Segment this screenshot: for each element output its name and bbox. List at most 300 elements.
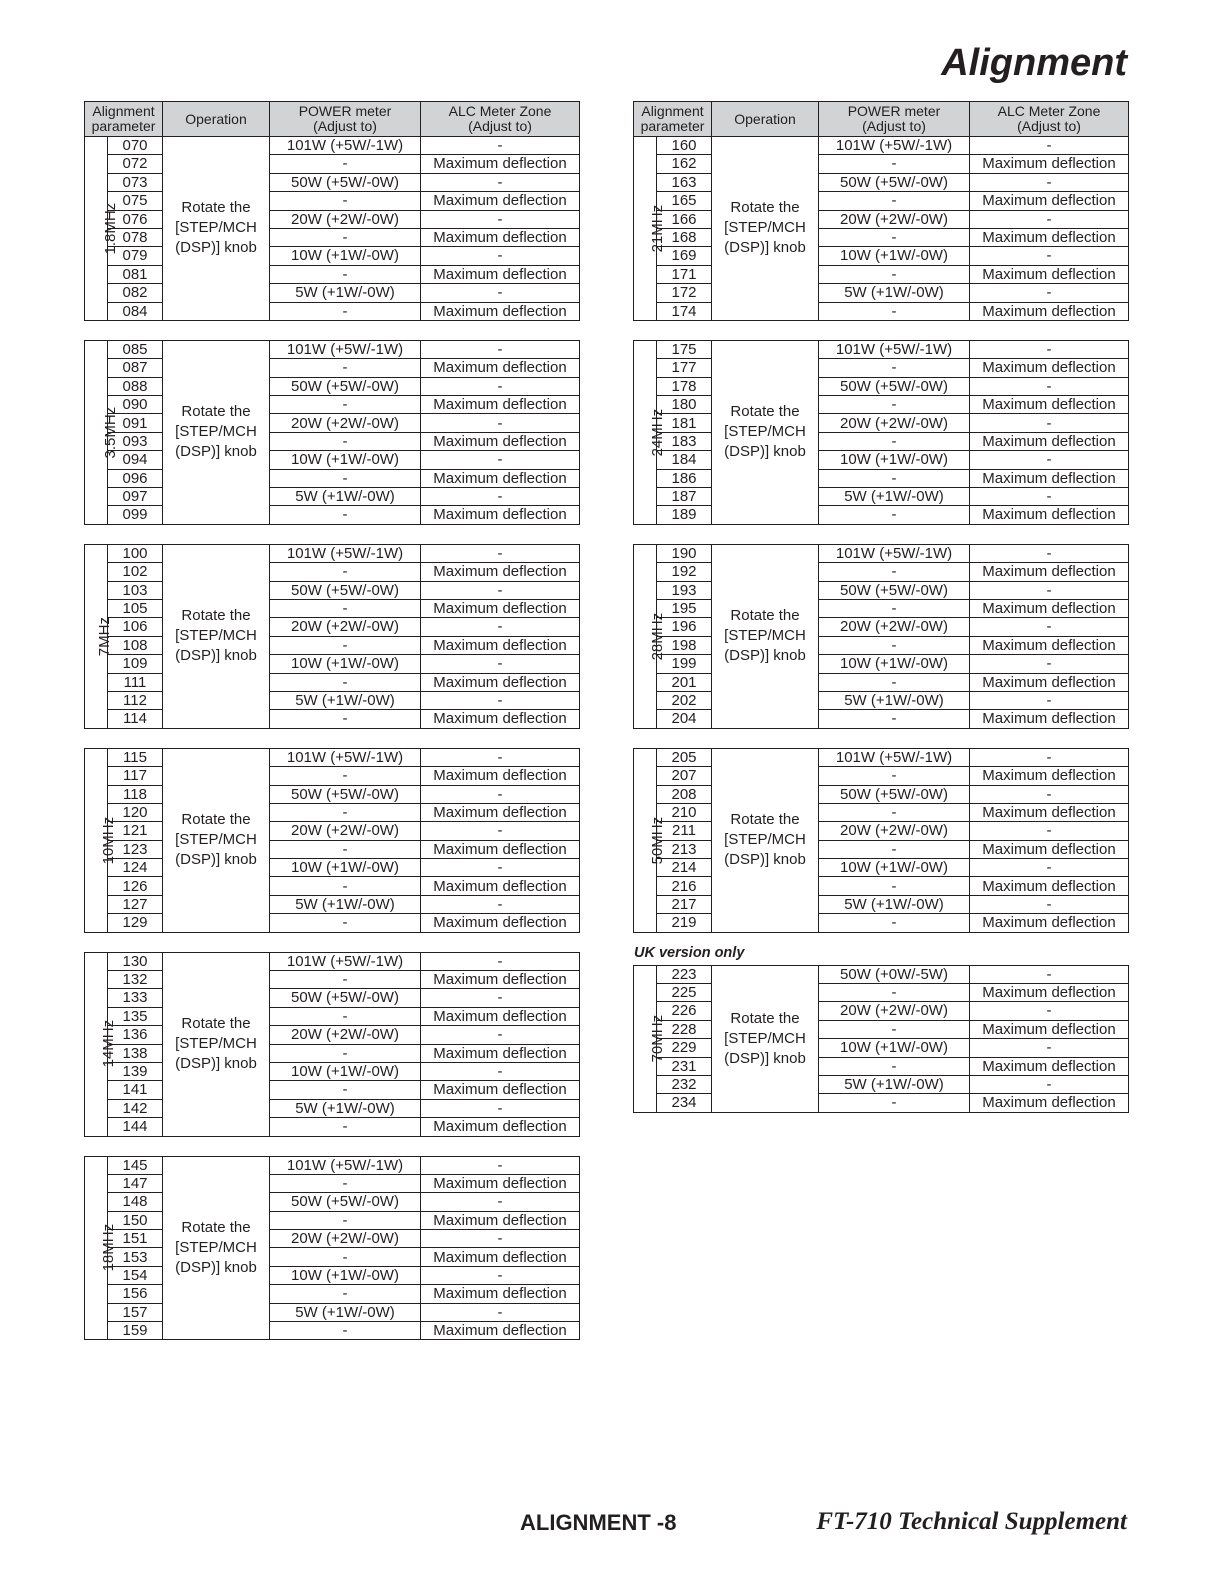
alc-meter-value: - (970, 859, 1129, 877)
parameter-number: 226 (657, 1002, 712, 1020)
table-row (85, 414, 580, 432)
alc-meter-value: Maximum deflection (421, 1081, 580, 1099)
parameter-number: 219 (657, 914, 712, 932)
parameter-number: 166 (657, 210, 712, 228)
parameter-number: 132 (108, 971, 163, 989)
power-meter-value: 50W (+5W/-0W) (270, 785, 421, 803)
parameter-number: 175 (657, 340, 712, 358)
table-row (85, 210, 580, 228)
table-row (634, 1002, 1129, 1020)
power-meter-value: - (270, 877, 421, 895)
power-meter-value: - (270, 192, 421, 210)
parameter-number: 180 (657, 396, 712, 414)
table-row (85, 1266, 580, 1284)
power-meter-value: 5W (+1W/-0W) (819, 284, 970, 302)
parameter-number: 096 (108, 469, 163, 487)
alc-meter-value: - (421, 1099, 580, 1117)
alc-meter-value: - (421, 544, 580, 562)
alc-meter-value: - (421, 340, 580, 358)
band-label (85, 748, 118, 932)
power-meter-value: 20W (+2W/-0W) (270, 1230, 421, 1248)
alc-meter-value: - (970, 1039, 1129, 1057)
table-row (85, 971, 580, 989)
alc-meter-value: - (421, 748, 580, 766)
table-row (85, 822, 580, 840)
alc-meter-value: - (421, 1156, 580, 1174)
power-meter-value: - (819, 673, 970, 691)
table-row (85, 859, 580, 877)
power-meter-value: - (819, 228, 970, 246)
power-meter-value: - (819, 192, 970, 210)
power-meter-value: - (270, 1174, 421, 1192)
band-label-text: 21MHz (649, 204, 667, 253)
parameter-number: 156 (108, 1285, 163, 1303)
power-meter-value: - (270, 396, 421, 414)
power-meter-value: 20W (+2W/-0W) (270, 414, 421, 432)
power-meter-value: 101W (+5W/-1W) (270, 748, 421, 766)
parameter-number: 090 (108, 396, 163, 414)
alc-meter-value: - (421, 952, 580, 970)
table-row (634, 1075, 1129, 1093)
table-row (634, 581, 1129, 599)
power-meter-value: 101W (+5W/-1W) (819, 340, 970, 358)
alc-meter-value: - (421, 859, 580, 877)
table-row (85, 544, 580, 562)
table-row (85, 1193, 580, 1211)
table-row (634, 284, 1129, 302)
alignment-table-1.8mhz (84, 101, 580, 321)
alc-meter-value: - (421, 414, 580, 432)
header-operation: Operation (163, 102, 270, 137)
power-meter-value: 5W (+1W/-0W) (819, 488, 970, 506)
alc-meter-value: - (970, 137, 1129, 155)
parameter-number: 072 (108, 155, 163, 173)
alc-meter-value: - (970, 1075, 1129, 1093)
parameter-number: 165 (657, 192, 712, 210)
footer-page-number: ALIGNMENT -8 (520, 1510, 677, 1535)
table-row (85, 1026, 580, 1044)
table-row (634, 1094, 1129, 1112)
parameter-number: 217 (657, 895, 712, 913)
power-meter-value: 5W (+1W/-0W) (270, 1099, 421, 1117)
parameter-number: 126 (108, 877, 163, 895)
power-meter-value: - (270, 359, 421, 377)
alc-meter-value: Maximum deflection (970, 359, 1129, 377)
alc-meter-value: Maximum deflection (421, 840, 580, 858)
band-label-text: 70MHz (649, 1014, 667, 1063)
parameter-number: 189 (657, 506, 712, 524)
alc-meter-value: Maximum deflection (970, 710, 1129, 728)
parameter-number: 075 (108, 192, 163, 210)
parameter-number: 157 (108, 1303, 163, 1321)
parameter-number: 078 (108, 228, 163, 246)
header-alc-meter-zone: ALC Meter Zone (Adjust to) (970, 102, 1129, 137)
parameter-number: 202 (657, 691, 712, 709)
power-meter-value: 5W (+1W/-0W) (270, 895, 421, 913)
alc-meter-value: Maximum deflection (970, 563, 1129, 581)
power-meter-value: 10W (+1W/-0W) (270, 1266, 421, 1284)
parameter-number: 109 (108, 655, 163, 673)
table-row (634, 359, 1129, 377)
table-row (85, 1285, 580, 1303)
power-meter-value: 50W (+5W/-0W) (270, 1193, 421, 1211)
parameter-number: 100 (108, 544, 163, 562)
parameter-number: 159 (108, 1322, 163, 1340)
parameter-number: 144 (108, 1118, 163, 1136)
alc-meter-value: - (421, 785, 580, 803)
alc-meter-value: - (421, 655, 580, 673)
power-meter-value: 10W (+1W/-0W) (270, 1062, 421, 1080)
power-meter-value: 101W (+5W/-1W) (270, 340, 421, 358)
table-row (634, 228, 1129, 246)
table-row (85, 469, 580, 487)
table-row (634, 414, 1129, 432)
table-row (85, 895, 580, 913)
parameter-number: 223 (657, 965, 712, 983)
power-meter-value: 5W (+1W/-0W) (270, 284, 421, 302)
alc-meter-value: - (421, 451, 580, 469)
header-alignment-parameter: Alignment parameter (85, 102, 163, 137)
alc-meter-value: - (970, 785, 1129, 803)
alc-meter-value: Maximum deflection (421, 877, 580, 895)
power-meter-value: - (270, 1044, 421, 1062)
parameter-number: 118 (108, 785, 163, 803)
table-row (634, 822, 1129, 840)
parameter-number: 172 (657, 284, 712, 302)
parameter-number: 124 (108, 859, 163, 877)
parameter-number: 169 (657, 247, 712, 265)
power-meter-value: - (270, 506, 421, 524)
band-label (85, 544, 113, 728)
alignment-table-21mhz (633, 101, 1129, 321)
table-row (634, 377, 1129, 395)
table-row (634, 895, 1129, 913)
power-meter-value: - (270, 1118, 421, 1136)
parameter-number: 103 (108, 581, 163, 599)
power-meter-value: 101W (+5W/-1W) (270, 137, 421, 155)
table-row (85, 563, 580, 581)
alc-meter-value: Maximum deflection (970, 228, 1129, 246)
table-row (85, 803, 580, 821)
parameter-number: 127 (108, 895, 163, 913)
parameter-number: 130 (108, 952, 163, 970)
power-meter-value: 50W (+5W/-0W) (819, 173, 970, 191)
band-label (634, 340, 667, 524)
power-meter-value: - (270, 1007, 421, 1025)
alignment-table-18mhz (84, 1156, 580, 1341)
table-row (634, 210, 1129, 228)
parameter-number: 085 (108, 340, 163, 358)
band-label-text: 7MHz (95, 616, 113, 656)
power-meter-value: - (270, 840, 421, 858)
table-row (634, 785, 1129, 803)
uk-version-label: UK version only (634, 944, 745, 961)
alc-meter-value: Maximum deflection (421, 673, 580, 691)
alc-meter-value: Maximum deflection (970, 506, 1129, 524)
parameter-number: 228 (657, 1020, 712, 1038)
table-row (85, 377, 580, 395)
header-operation: Operation (712, 102, 819, 137)
operation-instruction: Rotate the [STEP/MCH (DSP)] knob (712, 137, 819, 321)
table-row (634, 803, 1129, 821)
parameter-number: 117 (108, 767, 163, 785)
band-label-text: 14MHz (100, 1020, 118, 1068)
table-row (85, 673, 580, 691)
power-meter-value: 20W (+2W/-0W) (819, 822, 970, 840)
alc-meter-value: Maximum deflection (970, 396, 1129, 414)
alc-meter-value: - (421, 173, 580, 191)
right-column (633, 101, 1128, 1132)
footer-document-title: FT-710 Technical Supplement (816, 1508, 1127, 1535)
power-meter-value: 10W (+1W/-0W) (819, 655, 970, 673)
alc-meter-value: - (970, 284, 1129, 302)
operation-instruction: Rotate the [STEP/MCH (DSP)] knob (163, 340, 270, 524)
power-meter-value: - (270, 563, 421, 581)
band-label-text: 1.8MHz (102, 202, 120, 255)
alc-meter-value: - (421, 1303, 580, 1321)
alc-meter-value: Maximum deflection (421, 1322, 580, 1340)
power-meter-value: - (270, 265, 421, 283)
table-row (85, 785, 580, 803)
power-meter-value: 5W (+1W/-0W) (270, 691, 421, 709)
table-row (85, 155, 580, 173)
parameter-number: 135 (108, 1007, 163, 1025)
alc-meter-value: - (421, 210, 580, 228)
power-meter-value: 10W (+1W/-0W) (819, 859, 970, 877)
parameter-number: 190 (657, 544, 712, 562)
parameter-number: 193 (657, 581, 712, 599)
parameter-number: 171 (657, 265, 712, 283)
operation-instruction: Rotate the [STEP/MCH (DSP)] knob (712, 544, 819, 728)
power-meter-value: - (270, 971, 421, 989)
alc-meter-value: Maximum deflection (421, 192, 580, 210)
alc-meter-value: - (970, 618, 1129, 636)
table-row (85, 1062, 580, 1080)
parameter-number: 174 (657, 302, 712, 320)
alc-meter-value: - (970, 488, 1129, 506)
band-label (634, 965, 667, 1112)
table-row (85, 1007, 580, 1025)
table-row (85, 432, 580, 450)
table-row (85, 192, 580, 210)
parameter-number: 154 (108, 1266, 163, 1284)
alc-meter-value: - (421, 377, 580, 395)
parameter-number: 070 (108, 137, 163, 155)
table-row (85, 284, 580, 302)
alc-meter-value: - (970, 965, 1129, 983)
table-row (634, 710, 1129, 728)
power-meter-value: 20W (+2W/-0W) (819, 210, 970, 228)
power-meter-value: 101W (+5W/-1W) (819, 748, 970, 766)
parameter-number: 213 (657, 840, 712, 858)
alc-meter-value: - (970, 1002, 1129, 1020)
parameter-number: 082 (108, 284, 163, 302)
power-meter-value: - (819, 877, 970, 895)
table-row (85, 914, 580, 932)
table-row (85, 1230, 580, 1248)
table-row (634, 506, 1129, 524)
power-meter-value: 10W (+1W/-0W) (270, 247, 421, 265)
band-label-text: 24MHz (649, 408, 667, 457)
parameter-number: 151 (108, 1230, 163, 1248)
table-row (85, 691, 580, 709)
table-row (634, 173, 1129, 191)
alc-meter-value: Maximum deflection (421, 636, 580, 654)
parameter-number: 136 (108, 1026, 163, 1044)
power-meter-value: - (270, 673, 421, 691)
alc-meter-value: Maximum deflection (421, 506, 580, 524)
table-row (85, 396, 580, 414)
band-label (85, 952, 118, 1136)
alc-meter-value: Maximum deflection (421, 803, 580, 821)
operation-instruction: Rotate the [STEP/MCH (DSP)] knob (712, 965, 819, 1112)
parameter-number: 102 (108, 563, 163, 581)
parameter-number: 139 (108, 1062, 163, 1080)
alc-meter-value: - (970, 748, 1129, 766)
power-meter-value: - (819, 302, 970, 320)
parameter-number: 087 (108, 359, 163, 377)
parameter-number: 201 (657, 673, 712, 691)
parameter-number: 091 (108, 414, 163, 432)
parameter-number: 079 (108, 247, 163, 265)
table-row (85, 1174, 580, 1192)
alignment-table-28mhz (633, 544, 1129, 729)
table-row (634, 563, 1129, 581)
power-meter-value: 101W (+5W/-1W) (270, 1156, 421, 1174)
table-row (85, 302, 580, 320)
parameter-number: 184 (657, 451, 712, 469)
alc-meter-value: Maximum deflection (970, 192, 1129, 210)
parameter-number: 214 (657, 859, 712, 877)
parameter-number: 163 (657, 173, 712, 191)
power-meter-value: 5W (+1W/-0W) (819, 1075, 970, 1093)
power-meter-value: 5W (+1W/-0W) (270, 488, 421, 506)
table-row (634, 247, 1129, 265)
table-row (634, 859, 1129, 877)
table-row (85, 340, 580, 358)
parameter-number: 129 (108, 914, 163, 932)
power-meter-value: - (270, 767, 421, 785)
parameter-number: 148 (108, 1193, 163, 1211)
parameter-number: 178 (657, 377, 712, 395)
power-meter-value: - (270, 914, 421, 932)
table-row (85, 1081, 580, 1099)
parameter-number: 205 (657, 748, 712, 766)
table-row (634, 432, 1129, 450)
power-meter-value: - (270, 1285, 421, 1303)
alignment-table-50mhz (633, 748, 1129, 933)
alc-meter-value: Maximum deflection (970, 302, 1129, 320)
parameter-number: 093 (108, 432, 163, 450)
parameter-number: 121 (108, 822, 163, 840)
table-row (634, 155, 1129, 173)
power-meter-value: 101W (+5W/-1W) (819, 544, 970, 562)
alc-meter-value: - (970, 822, 1129, 840)
alc-meter-value: - (421, 618, 580, 636)
parameter-number: 133 (108, 989, 163, 1007)
parameter-number: 216 (657, 877, 712, 895)
alignment-table-10mhz (84, 748, 580, 933)
parameter-number: 099 (108, 506, 163, 524)
page-title: Alignment (941, 42, 1127, 84)
power-meter-value: - (819, 265, 970, 283)
power-meter-value: 101W (+5W/-1W) (270, 952, 421, 970)
parameter-number: 105 (108, 599, 163, 617)
table-row (634, 618, 1129, 636)
alc-meter-value: - (970, 895, 1129, 913)
power-meter-value: - (819, 359, 970, 377)
power-meter-value: 20W (+2W/-0W) (819, 618, 970, 636)
alignment-table-14mhz (84, 952, 580, 1137)
alc-meter-value: Maximum deflection (421, 265, 580, 283)
parameter-number: 123 (108, 840, 163, 858)
band-label-text: 3.5MHz (102, 406, 120, 459)
parameter-number: 210 (657, 803, 712, 821)
parameter-number: 108 (108, 636, 163, 654)
parameter-number: 094 (108, 451, 163, 469)
table-row (634, 544, 1129, 562)
power-meter-value: 5W (+1W/-0W) (270, 1303, 421, 1321)
alc-meter-value: Maximum deflection (970, 469, 1129, 487)
table-row (85, 173, 580, 191)
alc-meter-value: Maximum deflection (421, 1118, 580, 1136)
parameter-number: 186 (657, 469, 712, 487)
alc-meter-value: Maximum deflection (421, 971, 580, 989)
table-row (85, 137, 580, 155)
operation-instruction: Rotate the [STEP/MCH (DSP)] knob (163, 544, 270, 728)
alc-meter-value: - (421, 581, 580, 599)
alc-meter-value: Maximum deflection (421, 710, 580, 728)
power-meter-value: - (819, 432, 970, 450)
alc-meter-value: Maximum deflection (421, 396, 580, 414)
alc-meter-value: - (421, 284, 580, 302)
power-meter-value: - (270, 228, 421, 246)
table-row (85, 710, 580, 728)
table-row (85, 265, 580, 283)
power-meter-value: - (819, 1020, 970, 1038)
power-meter-value: - (819, 636, 970, 654)
power-meter-value: - (270, 710, 421, 728)
table-row (85, 840, 580, 858)
power-meter-value: - (270, 599, 421, 617)
parameter-number: 141 (108, 1081, 163, 1099)
table-row (634, 1039, 1129, 1057)
power-meter-value: - (270, 302, 421, 320)
power-meter-value: - (819, 506, 970, 524)
power-meter-value: 10W (+1W/-0W) (819, 1039, 970, 1057)
parameter-number: 168 (657, 228, 712, 246)
parameter-number: 208 (657, 785, 712, 803)
power-meter-value: - (819, 396, 970, 414)
parameter-number: 145 (108, 1156, 163, 1174)
table-row (634, 965, 1129, 983)
parameter-number: 234 (657, 1094, 712, 1112)
alc-meter-value: Maximum deflection (421, 1248, 580, 1266)
power-meter-value: 10W (+1W/-0W) (819, 451, 970, 469)
alc-meter-value: Maximum deflection (970, 265, 1129, 283)
power-meter-value: - (270, 432, 421, 450)
table-row (634, 914, 1129, 932)
table-row (85, 1099, 580, 1117)
table-row (634, 767, 1129, 785)
table-row (634, 984, 1129, 1002)
alc-meter-value: Maximum deflection (421, 155, 580, 173)
alc-meter-value: Maximum deflection (970, 432, 1129, 450)
alc-meter-value: - (421, 895, 580, 913)
parameter-number: 114 (108, 710, 163, 728)
table-row (634, 840, 1129, 858)
parameter-number: 211 (657, 822, 712, 840)
